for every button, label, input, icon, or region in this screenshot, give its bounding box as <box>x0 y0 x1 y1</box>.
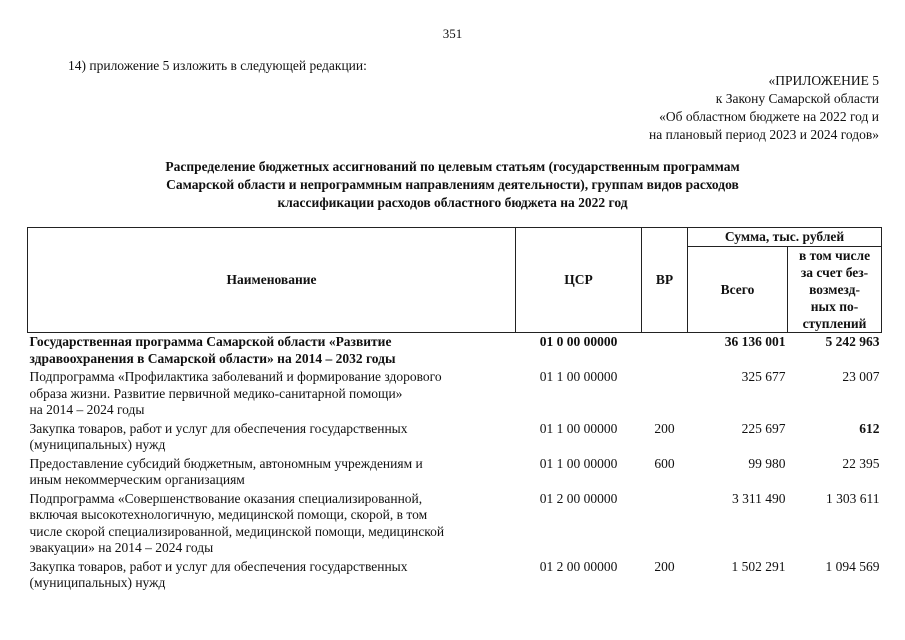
header-name: Наименование <box>28 228 516 333</box>
appendix-header <box>649 72 879 144</box>
row-name <box>28 420 516 455</box>
row-name-line: Закупка товаров, работ и услуг для обеспечения государственных <box>29 558 408 574</box>
header-csr: ЦСР <box>516 228 642 333</box>
table-row <box>28 368 882 420</box>
row-name-line: Государственная программа Самарской области «Развитие <box>29 334 392 349</box>
row-name <box>28 490 516 558</box>
row-free: 1 303 611 <box>826 490 880 506</box>
header-sum: Сумма, тыс. рублей <box>688 228 882 247</box>
table-row <box>28 490 882 558</box>
row-csr: 01 1 00 00000 <box>539 420 618 436</box>
appendix-line: «ПРИЛОЖЕНИЕ 5 <box>768 73 879 88</box>
title-line: Самарской области и непрограммным направлениям деятельности), группам видов расходов <box>166 177 739 192</box>
row-vr <box>642 333 688 369</box>
row-name-line: (муниципальных) нужд <box>29 437 166 452</box>
budget-table <box>27 227 882 593</box>
row-free: 1 094 569 <box>825 558 880 574</box>
row-csr: 01 0 00 00000 <box>539 334 618 349</box>
header-free-receipts <box>788 247 882 333</box>
row-free: 612 <box>859 420 880 436</box>
appendix-line: «Об областном бюджете на 2022 год и <box>659 109 879 124</box>
row-total: 325 677 <box>741 369 786 384</box>
row-name-line: на 2014 – 2024 годы <box>29 402 145 417</box>
title-line: Распределение бюджетных ассигнований по целевым статьям (государственным программам <box>165 159 740 174</box>
header-free-line: за счет без- <box>800 265 869 280</box>
title-line: классификации расходов областного бюджета на 2022 год <box>277 195 628 210</box>
row-name <box>28 558 516 593</box>
row-name <box>28 333 516 369</box>
row-csr: 01 2 00 00000 <box>539 558 618 574</box>
row-free: 23 007 <box>842 369 880 384</box>
header-free-line: ступлений <box>802 316 867 331</box>
intro-text: 14) приложение 5 изложить в следующей редакции: <box>68 58 367 73</box>
row-total: 225 697 <box>741 420 786 436</box>
row-name-line: Предоставление субсидий бюджетным, автономным учреждениям и <box>29 455 423 471</box>
appendix-line: к Закону Самарской области <box>715 91 879 106</box>
header-free-line: ных по- <box>810 299 859 314</box>
row-name-line: Подпрограмма «Профилактика заболеваний и формирование здорового <box>29 369 442 384</box>
header-total: Всего <box>688 247 788 333</box>
row-csr: 01 1 00 00000 <box>539 369 618 384</box>
row-vr: 200 <box>654 420 675 436</box>
row-name-line: Закупка товаров, работ и услуг для обеспечения государственных <box>29 420 408 436</box>
row-name-line: образа жизни. Развитие первичной медико-санитарной помощи» <box>29 385 403 401</box>
table-row <box>28 455 882 490</box>
row-name-line: здравоохранения в Самарской области» на 2014 – 2032 годы <box>29 350 396 366</box>
row-name-line: Подпрограмма «Совершенствование оказания специализированной, <box>29 490 423 506</box>
header-vr: ВР <box>642 228 688 333</box>
header-free-line: возмезд- <box>809 282 860 297</box>
row-name <box>28 368 516 420</box>
row-vr <box>642 490 688 558</box>
row-csr: 01 2 00 00000 <box>539 490 618 506</box>
row-name-line: иным некоммерческим организациям <box>29 472 245 487</box>
table-row <box>28 420 882 455</box>
row-name-line: эвакуации» на 2014 – 2024 годы <box>29 540 214 555</box>
page-number: 351 <box>442 26 463 41</box>
row-free: 22 395 <box>842 455 880 471</box>
row-free: 5 242 963 <box>825 334 880 349</box>
row-vr <box>642 368 688 420</box>
row-vr: 200 <box>654 558 675 574</box>
row-name-line: числе скорой специализированной, медицинской помощи, медицинской <box>29 523 445 539</box>
header-free-line: в том числе <box>798 248 871 263</box>
row-vr: 600 <box>654 455 675 471</box>
document-title <box>90 158 815 212</box>
row-csr: 01 1 00 00000 <box>539 455 618 471</box>
table-row <box>28 558 882 593</box>
row-name-line: (муниципальных) нужд <box>29 575 166 590</box>
appendix-line: на плановый период 2023 и 2024 годов» <box>648 127 879 142</box>
row-total: 99 980 <box>748 455 786 471</box>
row-total: 36 136 001 <box>724 334 786 349</box>
row-name-line: включая высокотехнологичную, медицинской помощи, скорой, в том <box>29 507 428 522</box>
row-name <box>28 455 516 490</box>
table-row <box>28 333 882 369</box>
row-total: 1 502 291 <box>731 558 786 574</box>
row-total: 3 311 490 <box>732 490 786 506</box>
